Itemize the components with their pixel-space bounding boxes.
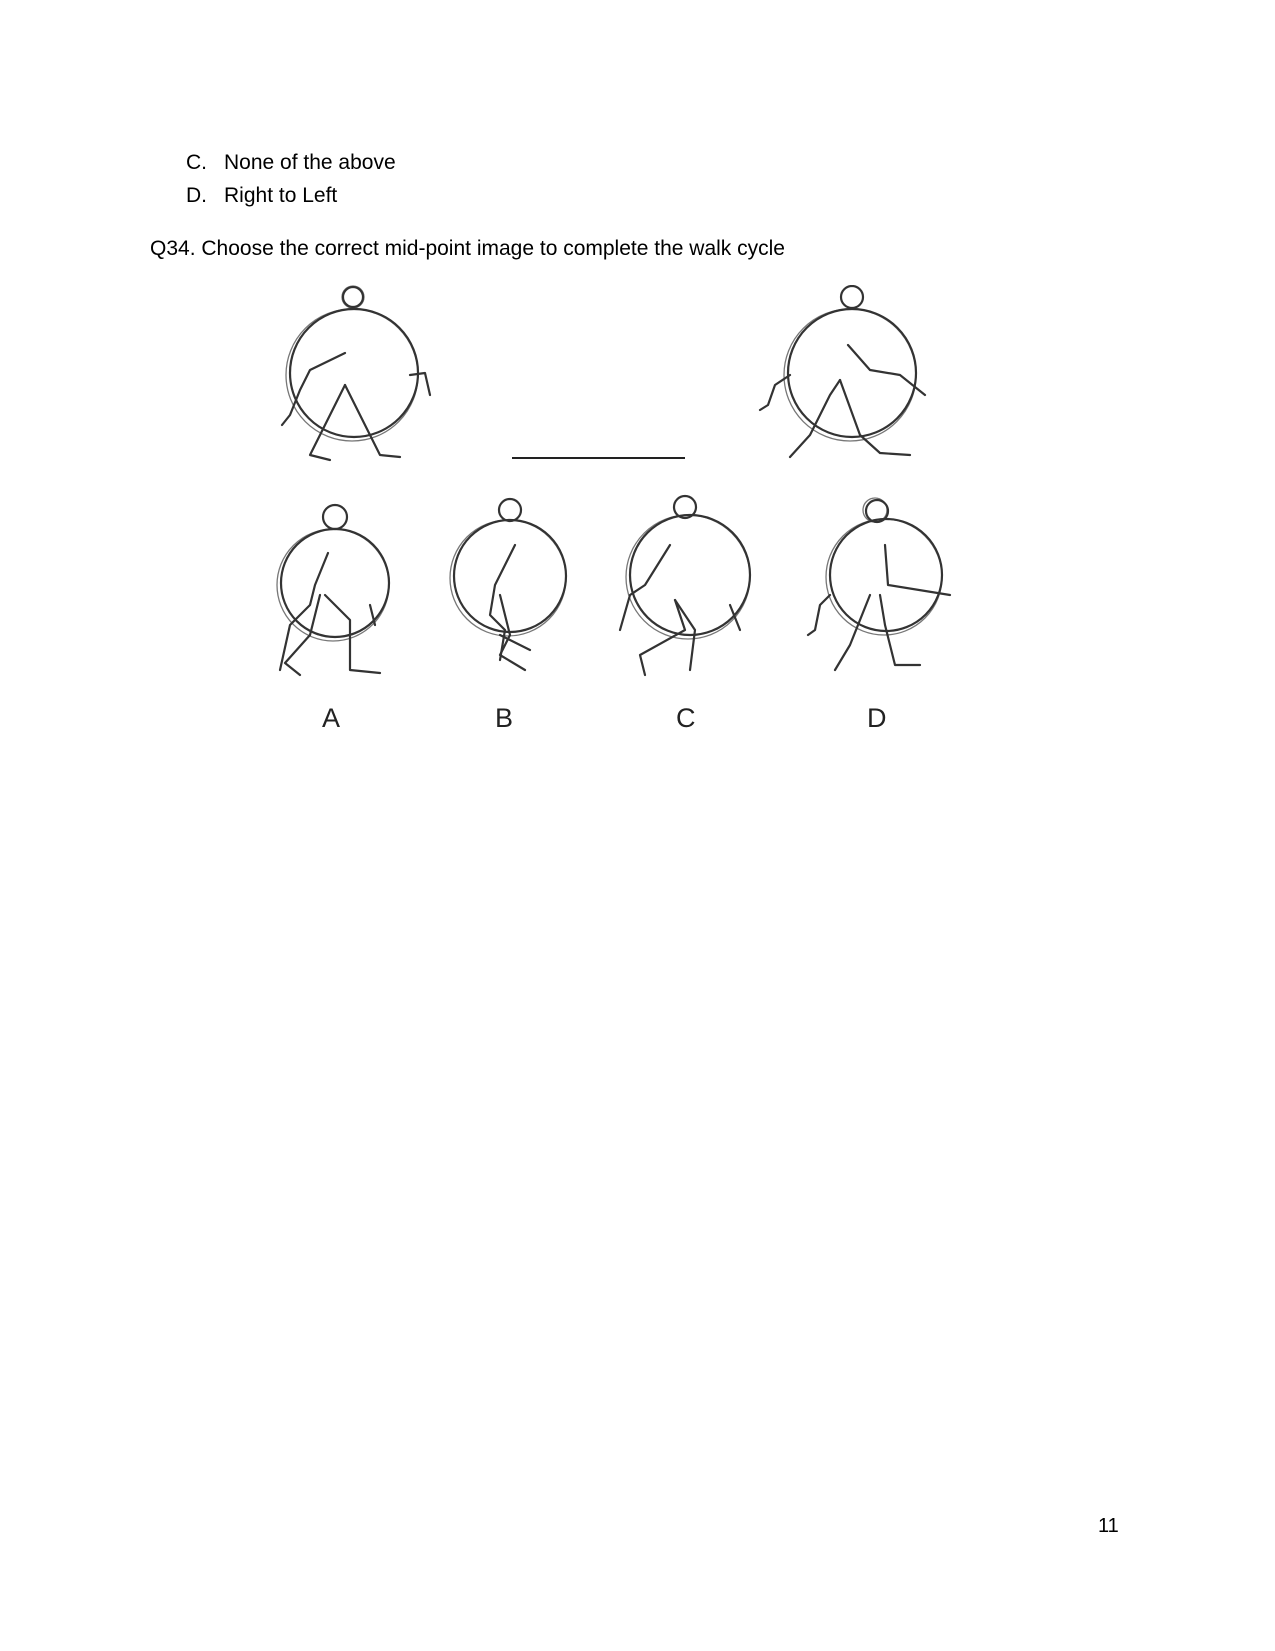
answer-option-c — [186, 150, 396, 176]
choice-label-b: B — [495, 703, 514, 733]
choice-label-d: D — [867, 703, 887, 733]
option-letter: D. — [186, 184, 207, 207]
answer-option-d — [186, 183, 337, 209]
sketch-choice-c — [620, 496, 750, 675]
choice-label-a: A — [322, 703, 341, 733]
sketch-choice-d — [808, 498, 950, 670]
option-letter: C. — [186, 151, 207, 174]
option-text: Right to Left — [224, 184, 338, 207]
walk-cycle-sketches — [270, 285, 1010, 765]
sketch-end-frame — [760, 286, 925, 457]
page-number: 11 — [1098, 1515, 1119, 1537]
sketch-choice-b — [450, 499, 566, 670]
sketch-choice-a — [277, 505, 389, 675]
question-text: Q34. Choose the correct mid-point image to complete the walk cycle — [150, 237, 785, 260]
option-text: None of the above — [224, 151, 396, 174]
sketch-start-frame — [282, 286, 430, 460]
choice-label-c: C — [676, 703, 696, 733]
walk-cycle-figure — [270, 285, 1010, 765]
